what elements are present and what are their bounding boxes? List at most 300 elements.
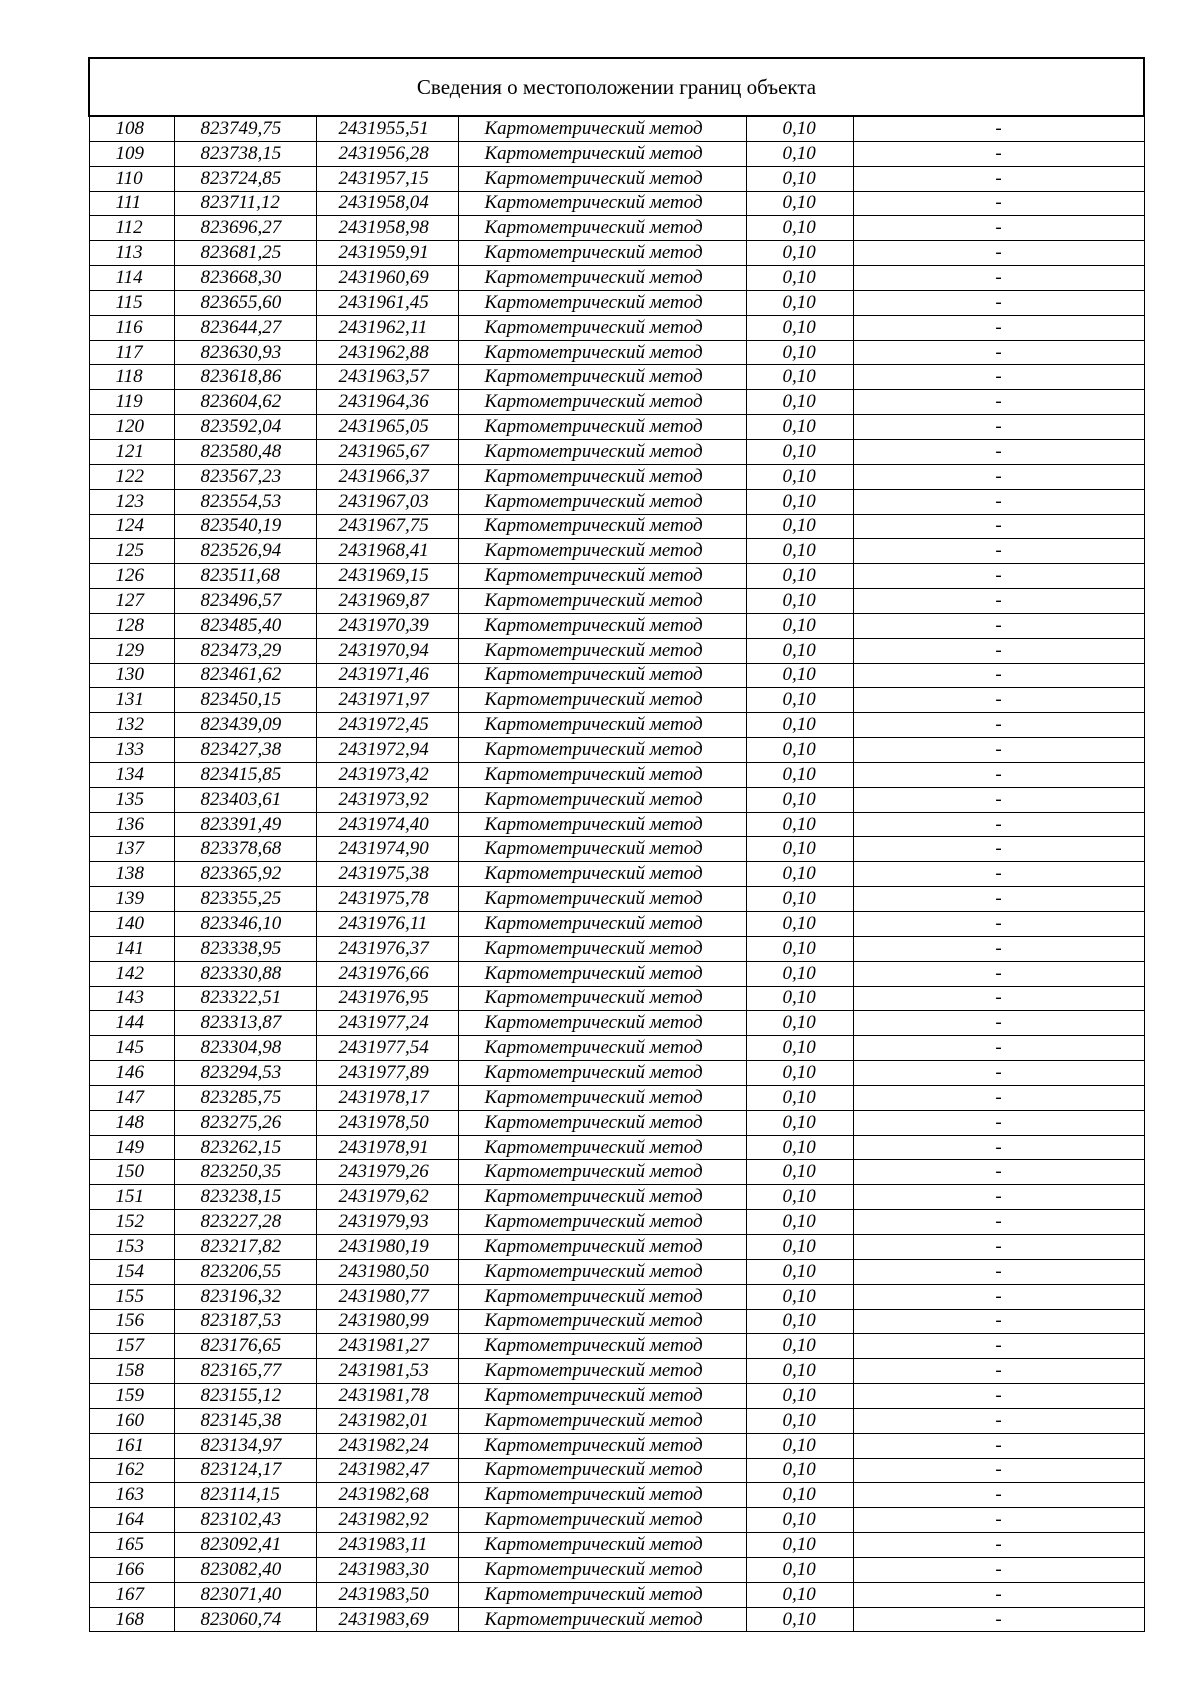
x-coordinate-cell: 823580,48 [174,439,316,464]
method-cell: Картометрический метод [458,787,746,812]
precision-cell: 0,10 [746,1061,853,1086]
x-coordinate-cell: 823313,87 [174,1011,316,1036]
precision-cell: 0,10 [746,912,853,937]
point-number-cell: 116 [89,315,174,340]
point-number-cell: 134 [89,762,174,787]
precision-cell: 0,10 [746,1011,853,1036]
point-number-cell: 131 [89,688,174,713]
table-row [89,365,1144,390]
precision-cell: 0,10 [746,936,853,961]
precision-cell: 0,10 [746,1508,853,1533]
method-cell: Картометрический метод [458,216,746,241]
x-coordinate-cell: 823285,75 [174,1085,316,1110]
point-number-cell: 166 [89,1557,174,1582]
table-row [89,1135,1144,1160]
table-row [89,1582,1144,1607]
x-coordinate-cell: 823391,49 [174,812,316,837]
description-cell: - [853,738,1144,763]
y-coordinate-cell: 2431970,39 [316,613,458,638]
table-row [89,1408,1144,1433]
y-coordinate-cell: 2431978,91 [316,1135,458,1160]
method-cell: Картометрический метод [458,1085,746,1110]
x-coordinate-cell: 823365,92 [174,862,316,887]
precision-cell: 0,10 [746,837,853,862]
precision-cell: 0,10 [746,439,853,464]
point-number-cell: 138 [89,862,174,887]
table-row [89,1458,1144,1483]
x-coordinate-cell: 823082,40 [174,1557,316,1582]
y-coordinate-cell: 2431962,11 [316,315,458,340]
y-coordinate-cell: 2431983,69 [316,1607,458,1632]
table-row [89,216,1144,241]
precision-cell: 0,10 [746,241,853,266]
y-coordinate-cell: 2431956,28 [316,141,458,166]
y-coordinate-cell: 2431982,92 [316,1508,458,1533]
table-row [89,1085,1144,1110]
precision-cell: 0,10 [746,1334,853,1359]
description-cell: - [853,1607,1144,1632]
point-number-cell: 137 [89,837,174,862]
description-cell: - [853,912,1144,937]
x-coordinate-cell: 823346,10 [174,912,316,937]
description-cell: - [853,787,1144,812]
y-coordinate-cell: 2431958,98 [316,216,458,241]
table-row [89,166,1144,191]
y-coordinate-cell: 2431965,05 [316,415,458,440]
x-coordinate-cell: 823630,93 [174,340,316,365]
precision-cell: 0,10 [746,191,853,216]
description-cell: - [853,266,1144,291]
table-row [89,1110,1144,1135]
point-number-cell: 162 [89,1458,174,1483]
method-cell: Картометрический метод [458,266,746,291]
precision-cell: 0,10 [746,1384,853,1409]
point-number-cell: 123 [89,489,174,514]
y-coordinate-cell: 2431980,19 [316,1234,458,1259]
precision-cell: 0,10 [746,564,853,589]
table-row [89,1036,1144,1061]
description-cell: - [853,365,1144,390]
point-number-cell: 167 [89,1582,174,1607]
table-row [89,1259,1144,1284]
method-cell: Картометрический метод [458,613,746,638]
y-coordinate-cell: 2431974,40 [316,812,458,837]
method-cell: Картометрический метод [458,1061,746,1086]
table-row [89,738,1144,763]
method-cell: Картометрический метод [458,1036,746,1061]
description-cell: - [853,762,1144,787]
method-cell: Картометрический метод [458,489,746,514]
method-cell: Картометрический метод [458,738,746,763]
x-coordinate-cell: 823378,68 [174,837,316,862]
point-number-cell: 156 [89,1309,174,1334]
precision-cell: 0,10 [746,1483,853,1508]
y-coordinate-cell: 2431975,78 [316,887,458,912]
description-cell: - [853,1508,1144,1533]
point-number-cell: 120 [89,415,174,440]
point-number-cell: 122 [89,464,174,489]
point-number-cell: 149 [89,1135,174,1160]
point-number-cell: 118 [89,365,174,390]
point-number-cell: 148 [89,1110,174,1135]
x-coordinate-cell: 823294,53 [174,1061,316,1086]
method-cell: Картометрический метод [458,1359,746,1384]
table-row [89,290,1144,315]
method-cell: Картометрический метод [458,191,746,216]
table-row [89,912,1144,937]
method-cell: Картометрический метод [458,887,746,912]
precision-cell: 0,10 [746,390,853,415]
point-number-cell: 127 [89,589,174,614]
point-number-cell: 126 [89,564,174,589]
y-coordinate-cell: 2431966,37 [316,464,458,489]
precision-cell: 0,10 [746,1036,853,1061]
method-cell: Картометрический метод [458,1384,746,1409]
x-coordinate-cell: 823176,65 [174,1334,316,1359]
x-coordinate-cell: 823403,61 [174,787,316,812]
point-number-cell: 124 [89,514,174,539]
method-cell: Картометрический метод [458,365,746,390]
x-coordinate-cell: 823338,95 [174,936,316,961]
point-number-cell: 141 [89,936,174,961]
point-number-cell: 108 [89,116,174,141]
point-number-cell: 152 [89,1210,174,1235]
precision-cell: 0,10 [746,266,853,291]
point-number-cell: 115 [89,290,174,315]
method-cell: Картометрический метод [458,1284,746,1309]
x-coordinate-cell: 823304,98 [174,1036,316,1061]
y-coordinate-cell: 2431958,04 [316,191,458,216]
y-coordinate-cell: 2431957,15 [316,166,458,191]
y-coordinate-cell: 2431981,53 [316,1359,458,1384]
point-number-cell: 135 [89,787,174,812]
method-cell: Картометрический метод [458,1135,746,1160]
precision-cell: 0,10 [746,315,853,340]
precision-cell: 0,10 [746,1185,853,1210]
method-cell: Картометрический метод [458,1607,746,1632]
table-row [89,1384,1144,1409]
table-row [89,1284,1144,1309]
table-row [89,191,1144,216]
y-coordinate-cell: 2431955,51 [316,116,458,141]
precision-cell: 0,10 [746,787,853,812]
y-coordinate-cell: 2431970,94 [316,638,458,663]
description-cell: - [853,961,1144,986]
description-cell: - [853,564,1144,589]
y-coordinate-cell: 2431982,01 [316,1408,458,1433]
y-coordinate-cell: 2431976,66 [316,961,458,986]
method-cell: Картометрический метод [458,166,746,191]
x-coordinate-cell: 823262,15 [174,1135,316,1160]
y-coordinate-cell: 2431979,93 [316,1210,458,1235]
point-number-cell: 168 [89,1607,174,1632]
precision-cell: 0,10 [746,986,853,1011]
x-coordinate-cell: 823330,88 [174,961,316,986]
precision-cell: 0,10 [746,1607,853,1632]
point-number-cell: 129 [89,638,174,663]
table-row [89,688,1144,713]
x-coordinate-cell: 823092,41 [174,1533,316,1558]
description-cell: - [853,1259,1144,1284]
y-coordinate-cell: 2431964,36 [316,390,458,415]
method-cell: Картометрический метод [458,241,746,266]
y-coordinate-cell: 2431976,11 [316,912,458,937]
description-cell: - [853,1135,1144,1160]
precision-cell: 0,10 [746,116,853,141]
description-cell: - [853,837,1144,862]
description-cell: - [853,1433,1144,1458]
point-number-cell: 153 [89,1234,174,1259]
x-coordinate-cell: 823415,85 [174,762,316,787]
y-coordinate-cell: 2431973,42 [316,762,458,787]
method-cell: Картометрический метод [458,589,746,614]
document-page [88,57,1143,1632]
table-row [89,713,1144,738]
table-row [89,464,1144,489]
description-cell: - [853,1036,1144,1061]
description-cell: - [853,1533,1144,1558]
method-cell: Картометрический метод [458,1483,746,1508]
x-coordinate-cell: 823696,27 [174,216,316,241]
method-cell: Картометрический метод [458,1433,746,1458]
table-body [89,116,1144,1632]
point-number-cell: 133 [89,738,174,763]
boundary-table [88,57,1145,1632]
table-row [89,1508,1144,1533]
method-cell: Картометрический метод [458,1309,746,1334]
x-coordinate-cell: 823114,15 [174,1483,316,1508]
precision-cell: 0,10 [746,812,853,837]
y-coordinate-cell: 2431975,38 [316,862,458,887]
precision-cell: 0,10 [746,216,853,241]
description-cell: - [853,862,1144,887]
x-coordinate-cell: 823540,19 [174,514,316,539]
point-number-cell: 114 [89,266,174,291]
description-cell: - [853,1160,1144,1185]
point-number-cell: 119 [89,390,174,415]
description-cell: - [853,1284,1144,1309]
precision-cell: 0,10 [746,1210,853,1235]
description-cell: - [853,812,1144,837]
point-number-cell: 144 [89,1011,174,1036]
y-coordinate-cell: 2431976,37 [316,936,458,961]
point-number-cell: 147 [89,1085,174,1110]
y-coordinate-cell: 2431962,88 [316,340,458,365]
x-coordinate-cell: 823206,55 [174,1259,316,1284]
table-row [89,1557,1144,1582]
y-coordinate-cell: 2431972,94 [316,738,458,763]
method-cell: Картометрический метод [458,415,746,440]
description-cell: - [853,1334,1144,1359]
description-cell: - [853,539,1144,564]
point-number-cell: 110 [89,166,174,191]
precision-cell: 0,10 [746,290,853,315]
x-coordinate-cell: 823060,74 [174,1607,316,1632]
precision-cell: 0,10 [746,1085,853,1110]
method-cell: Картометрический метод [458,1011,746,1036]
point-number-cell: 117 [89,340,174,365]
description-cell: - [853,1359,1144,1384]
table-row [89,266,1144,291]
precision-cell: 0,10 [746,514,853,539]
y-coordinate-cell: 2431973,92 [316,787,458,812]
table-row [89,961,1144,986]
point-number-cell: 130 [89,663,174,688]
point-number-cell: 160 [89,1408,174,1433]
description-cell: - [853,638,1144,663]
point-number-cell: 121 [89,439,174,464]
method-cell: Картометрический метод [458,315,746,340]
precision-cell: 0,10 [746,489,853,514]
precision-cell: 0,10 [746,1359,853,1384]
method-cell: Картометрический метод [458,116,746,141]
method-cell: Картометрический метод [458,464,746,489]
description-cell: - [853,1384,1144,1409]
description-cell: - [853,191,1144,216]
description-cell: - [853,613,1144,638]
description-cell: - [853,116,1144,141]
method-cell: Картометрический метод [458,1458,746,1483]
table-row [89,762,1144,787]
method-cell: Картометрический метод [458,688,746,713]
description-cell: - [853,1309,1144,1334]
description-cell: - [853,1408,1144,1433]
description-cell: - [853,713,1144,738]
method-cell: Картометрический метод [458,1557,746,1582]
method-cell: Картометрический метод [458,812,746,837]
x-coordinate-cell: 823238,15 [174,1185,316,1210]
point-number-cell: 125 [89,539,174,564]
point-number-cell: 161 [89,1433,174,1458]
x-coordinate-cell: 823322,51 [174,986,316,1011]
description-cell: - [853,1458,1144,1483]
y-coordinate-cell: 2431969,15 [316,564,458,589]
y-coordinate-cell: 2431974,90 [316,837,458,862]
description-cell: - [853,1210,1144,1235]
point-number-cell: 154 [89,1259,174,1284]
y-coordinate-cell: 2431983,50 [316,1582,458,1607]
precision-cell: 0,10 [746,663,853,688]
x-coordinate-cell: 823655,60 [174,290,316,315]
point-number-cell: 151 [89,1185,174,1210]
y-coordinate-cell: 2431968,41 [316,539,458,564]
x-coordinate-cell: 823155,12 [174,1384,316,1409]
point-number-cell: 111 [89,191,174,216]
precision-cell: 0,10 [746,1458,853,1483]
y-coordinate-cell: 2431980,77 [316,1284,458,1309]
table-row [89,1210,1144,1235]
method-cell: Картометрический метод [458,1259,746,1284]
x-coordinate-cell: 823738,15 [174,141,316,166]
x-coordinate-cell: 823439,09 [174,713,316,738]
y-coordinate-cell: 2431979,62 [316,1185,458,1210]
table-row [89,241,1144,266]
point-number-cell: 128 [89,613,174,638]
y-coordinate-cell: 2431969,87 [316,589,458,614]
method-cell: Картометрический метод [458,1508,746,1533]
precision-cell: 0,10 [746,365,853,390]
method-cell: Картометрический метод [458,1234,746,1259]
table-row [89,862,1144,887]
precision-cell: 0,10 [746,738,853,763]
method-cell: Картометрический метод [458,1210,746,1235]
method-cell: Картометрический метод [458,439,746,464]
table-row [89,986,1144,1011]
description-cell: - [853,1483,1144,1508]
method-cell: Картометрический метод [458,564,746,589]
table-row [89,439,1144,464]
y-coordinate-cell: 2431982,47 [316,1458,458,1483]
description-cell: - [853,166,1144,191]
y-coordinate-cell: 2431971,46 [316,663,458,688]
precision-cell: 0,10 [746,1582,853,1607]
y-coordinate-cell: 2431980,50 [316,1259,458,1284]
description-cell: - [853,1085,1144,1110]
y-coordinate-cell: 2431959,91 [316,241,458,266]
table-row [89,564,1144,589]
x-coordinate-cell: 823711,12 [174,191,316,216]
point-number-cell: 142 [89,961,174,986]
method-cell: Картометрический метод [458,290,746,315]
table-row [89,1011,1144,1036]
table-row [89,1234,1144,1259]
precision-cell: 0,10 [746,887,853,912]
description-cell: - [853,589,1144,614]
point-number-cell: 113 [89,241,174,266]
precision-cell: 0,10 [746,464,853,489]
y-coordinate-cell: 2431983,11 [316,1533,458,1558]
table-row [89,589,1144,614]
x-coordinate-cell: 823250,35 [174,1160,316,1185]
description-cell: - [853,1557,1144,1582]
x-coordinate-cell: 823724,85 [174,166,316,191]
table-row [89,663,1144,688]
y-coordinate-cell: 2431963,57 [316,365,458,390]
method-cell: Картометрический метод [458,340,746,365]
description-cell: - [853,1110,1144,1135]
x-coordinate-cell: 823668,30 [174,266,316,291]
description-cell: - [853,1582,1144,1607]
y-coordinate-cell: 2431980,99 [316,1309,458,1334]
x-coordinate-cell: 823511,68 [174,564,316,589]
method-cell: Картометрический метод [458,762,746,787]
description-cell: - [853,141,1144,166]
point-number-cell: 140 [89,912,174,937]
method-cell: Картометрический метод [458,638,746,663]
method-cell: Картометрический метод [458,141,746,166]
table-row [89,415,1144,440]
precision-cell: 0,10 [746,613,853,638]
table-row [89,1483,1144,1508]
description-cell: - [853,415,1144,440]
point-number-cell: 159 [89,1384,174,1409]
description-cell: - [853,439,1144,464]
description-cell: - [853,514,1144,539]
description-cell: - [853,663,1144,688]
point-number-cell: 139 [89,887,174,912]
method-cell: Картометрический метод [458,713,746,738]
y-coordinate-cell: 2431982,24 [316,1433,458,1458]
point-number-cell: 164 [89,1508,174,1533]
method-cell: Картометрический метод [458,663,746,688]
table-row [89,638,1144,663]
y-coordinate-cell: 2431967,03 [316,489,458,514]
table-title-row [89,58,1144,116]
x-coordinate-cell: 823604,62 [174,390,316,415]
precision-cell: 0,10 [746,1160,853,1185]
x-coordinate-cell: 823473,29 [174,638,316,663]
table-row [89,315,1144,340]
